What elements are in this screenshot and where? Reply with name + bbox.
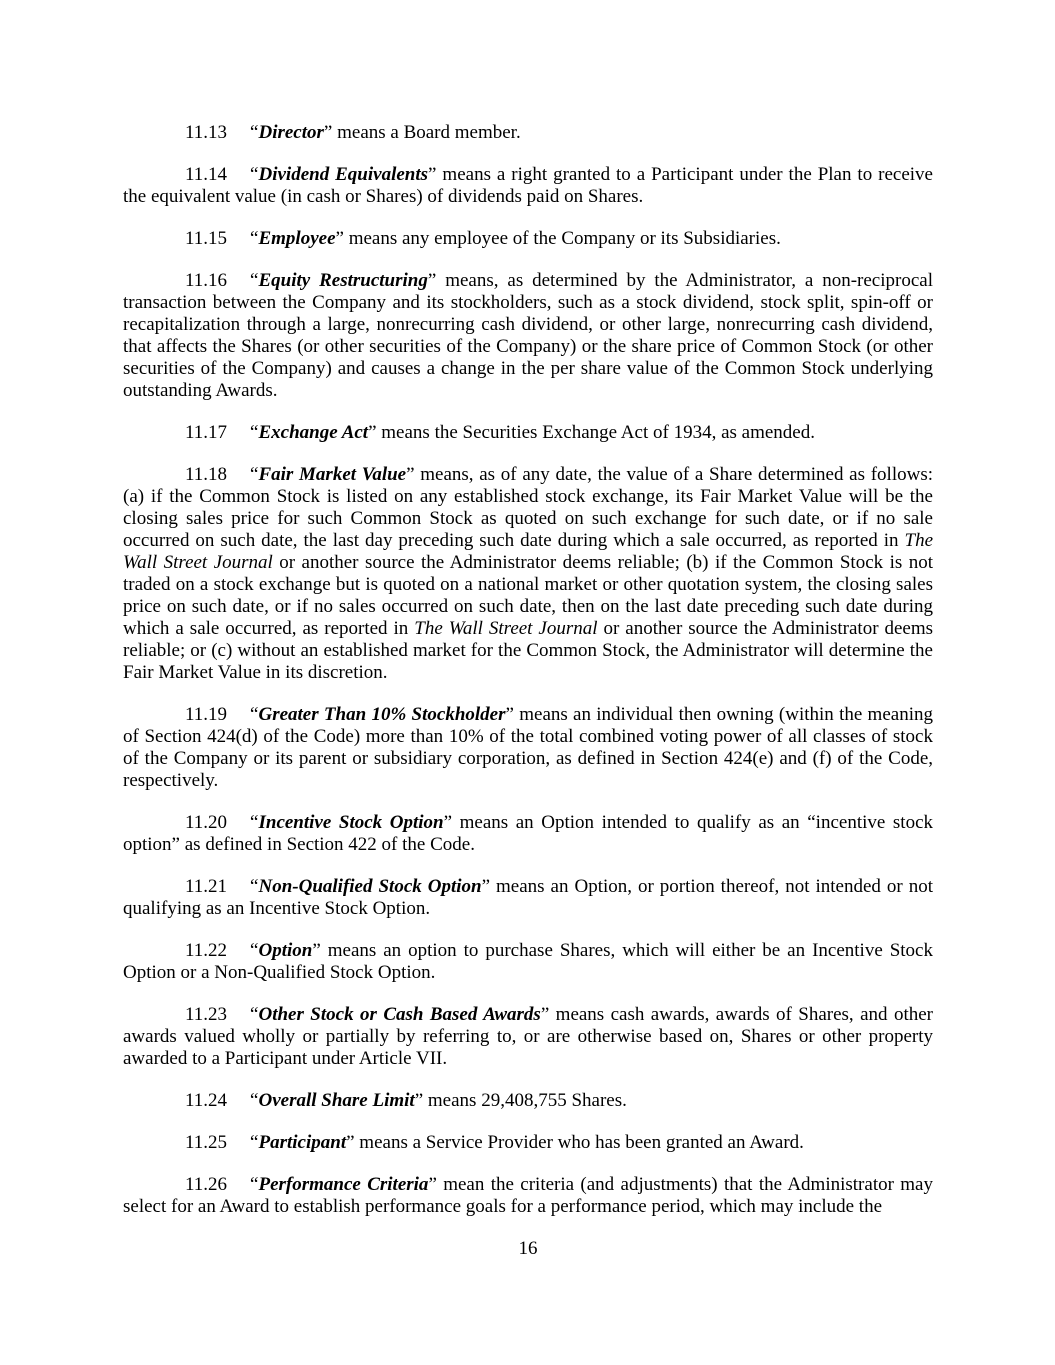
text-run: “ — [250, 422, 259, 443]
section-number: 11.25 — [185, 1132, 228, 1153]
defined-term: Overall Share Limit — [258, 1090, 415, 1111]
definition-paragraph — [123, 704, 933, 792]
definition-paragraph — [123, 1090, 933, 1112]
text-run: ” means an Option intended to qualify as an “incentive stock option” as defined in Section 422 of the Code. — [123, 812, 934, 855]
section-number: 11.19 — [185, 704, 228, 725]
defined-term: Greater Than 10% Stockholder — [258, 704, 506, 725]
italic-citation: The Wall Street Journal — [414, 618, 598, 639]
section-number: 11.13 — [185, 122, 228, 143]
text-run: ” means the Securities Exchange Act of 1934, as amended. — [368, 422, 815, 443]
text-run: ” means an individual then owning (within the meaning of Section 424(d) of the Code) more than 10% of the total combined voting power of all classes of stock of the Company or its parent or subsidiary corporation, as defined in Section 424(e) and (f) of the Code, respectively. — [123, 704, 933, 791]
section-number: 11.18 — [185, 464, 228, 485]
defined-term: Other Stock or Cash Based Awards — [258, 1004, 541, 1025]
section-number: 11.20 — [185, 812, 228, 833]
section-number: 11.24 — [185, 1090, 228, 1111]
defined-term: Dividend Equivalents — [258, 164, 429, 185]
text-run: ” means, as determined by the Administrator, a non-reciprocal transaction between the Company and its stockholders, such as a stock dividend, stock split, spin-off or recapitalization through a large, nonrecurring cash dividend, or other large, nonrecurring cash dividend, that affects the Shares (or other securities of the Company) or the share price of Common Stock (or other securities of the Company) and causes a change in the per share value of the Common Stock underlying outstanding Awards. — [123, 270, 933, 401]
definition-paragraph — [123, 228, 933, 250]
text-run: ” means a Service Provider who has been granted an Award. — [346, 1132, 804, 1153]
text-run: “ — [250, 228, 259, 249]
definition-paragraph — [123, 122, 933, 144]
text-run: or another source the Administrator deems reliable; or (c) without an established market for the Common Stock, the Administrator will determine the Fair Market Value in its discretion. — [123, 618, 934, 683]
defined-term: Equity Restructuring — [258, 270, 428, 291]
definition-paragraph — [123, 270, 933, 402]
text-run: “ — [250, 164, 259, 185]
defined-term: Non-Qualified Stock Option — [258, 876, 482, 897]
text-run: “ — [250, 704, 259, 725]
text-run: ” means cash awards, awards of Shares, and other awards valued wholly or partially by referring to, or are otherwise based on, Shares or other property awarded to a Participant under Article VII. — [123, 1004, 933, 1069]
text-run: or another source the Administrator deems reliable; (b) if the Common Stock is not traded on a stock exchange but is quoted on a national market or other quotation system, the closing sales price on such date, or if no sales occurred on such date, then on the last date preceding such date during which a sale occurred, as reported in — [123, 552, 933, 639]
text-run: “ — [250, 270, 259, 291]
defined-term: Option — [258, 940, 313, 961]
defined-term: Employee — [258, 228, 336, 249]
text-run: “ — [250, 1090, 259, 1111]
text-run: “ — [250, 1132, 259, 1153]
definition-paragraph — [123, 164, 933, 208]
text-run: “ — [250, 876, 259, 897]
text-run: ” means a right granted to a Participant under the Plan to receive the equivalent value (in cash or Shares) of dividends paid on Shares. — [123, 164, 933, 207]
defined-term: Exchange Act — [258, 422, 369, 443]
text-run: ” means a Board member. — [323, 122, 521, 143]
defined-term: Incentive Stock Option — [258, 812, 444, 833]
definition-paragraph — [123, 1174, 933, 1218]
definition-paragraph — [123, 940, 933, 984]
italic-citation: The Wall Street Journal — [123, 530, 933, 573]
section-number: 11.23 — [185, 1004, 228, 1025]
text-run: “ — [250, 464, 259, 485]
section-number: 11.22 — [185, 940, 228, 961]
defined-term: Participant — [258, 1132, 347, 1153]
text-run: “ — [250, 1004, 259, 1025]
section-number: 11.15 — [185, 228, 228, 249]
definition-paragraph — [123, 1004, 933, 1070]
text-run: ” means any employee of the Company or its Subsidiaries. — [335, 228, 781, 249]
text-run: “ — [250, 940, 259, 961]
section-number: 11.21 — [185, 876, 228, 897]
section-number: 11.17 — [185, 422, 228, 443]
document-body — [123, 122, 933, 1218]
text-run: “ — [250, 122, 259, 143]
defined-term: Director — [258, 122, 324, 143]
page-number: 16 — [518, 1238, 538, 1259]
text-run: ” mean the criteria (and adjustments) that the Administrator may select for an Award to establish performance goals for a performance period, which may include the — [123, 1174, 933, 1217]
definition-paragraph — [123, 876, 933, 920]
defined-term: Performance Criteria — [258, 1174, 429, 1195]
defined-term: Fair Market Value — [258, 464, 407, 485]
text-run: ” means 29,408,755 Shares. — [414, 1090, 627, 1111]
definition-paragraph — [123, 464, 933, 684]
definition-paragraph — [123, 422, 933, 444]
text-run: ” means an option to purchase Shares, which will either be an Incentive Stock Option or a Non-Qualified Stock Option. — [123, 940, 933, 983]
definition-paragraph — [123, 812, 933, 856]
section-number: 11.16 — [185, 270, 228, 291]
text-run: “ — [250, 1174, 259, 1195]
definition-paragraph — [123, 1132, 933, 1154]
text-run: “ — [250, 812, 259, 833]
text-run: ” means an Option, or portion thereof, not intended or not qualifying as an Incentive Stock Option. — [123, 876, 933, 919]
section-number: 11.26 — [185, 1174, 228, 1195]
text-run: ” means, as of any date, the value of a Share determined as follows: (a) if the Common Stock is listed on any established stock exchange, its Fair Market Value will be the closing sales price for such Common Stock as quoted on such exchange for such date, or if no sale occurred on such date, the last day preceding such date during which a sale occurred, as reported in — [123, 464, 933, 551]
section-number: 11.14 — [185, 164, 228, 185]
